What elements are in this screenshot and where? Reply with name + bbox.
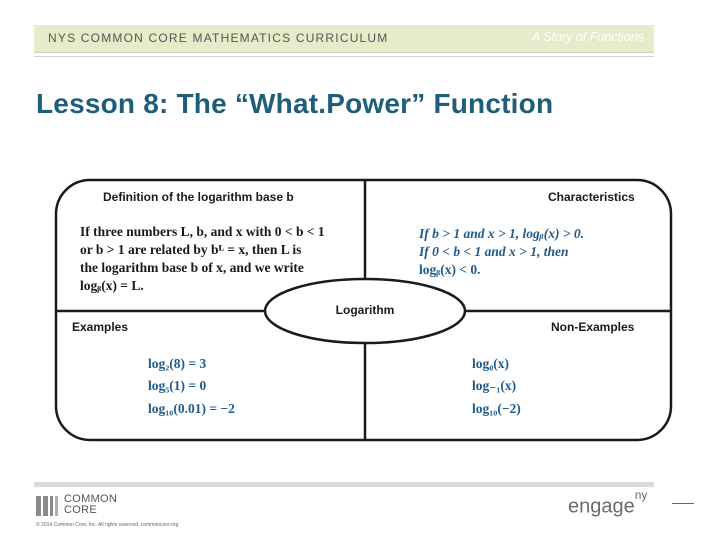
- non-examples-heading: Non-Examples: [551, 320, 635, 334]
- definition-line-2: or b > 1 are related by bᴸ = x, then L is: [80, 242, 302, 257]
- page-title: Lesson 8: The “What.Power” Function: [36, 88, 554, 119]
- copyright-text: © 2014 Common Core, Inc. All rights reserved. commoncore.org: [36, 522, 179, 528]
- common-core-logo: [36, 494, 136, 518]
- examples-heading: Examples: [72, 320, 129, 334]
- characteristics-line-1: If b > 1 and x > 1, logᵦ(x) > 0.: [419, 226, 585, 241]
- non-example-3: log₁₀(−2): [472, 401, 521, 416]
- center-label: Logarithm: [335, 303, 395, 317]
- logo-text: [64, 494, 117, 516]
- footer-rule: [672, 503, 694, 504]
- logo-text-line-1: COMMON: [64, 493, 118, 505]
- definition-heading: Definition of the logarithm base b: [103, 190, 294, 204]
- example-1: log₂(8) = 3: [148, 356, 207, 371]
- non-example-1: log₀(x): [472, 356, 510, 371]
- non-example-2: log₋₁(x): [472, 378, 517, 393]
- example-3: log₁₀(0.01) = −2: [148, 401, 235, 416]
- definition-line-3: the logarithm base b of x, and we write: [80, 260, 304, 275]
- logo-text-line-2: CORE: [64, 504, 97, 516]
- characteristics-heading: Characteristics: [548, 190, 635, 204]
- definition-line-4: logᵦ(x) = L.: [80, 278, 144, 293]
- characteristics-line-3: logᵦ(x) < 0.: [419, 262, 481, 277]
- curriculum-label: NYS COMMON CORE MATHEMATICS CURRICULUM: [48, 31, 389, 45]
- course-label: A Story of Functions: [531, 30, 644, 44]
- engageny-logo: [568, 488, 648, 519]
- example-2: log₅(1) = 0: [148, 378, 207, 393]
- common-core-logo-icon: [36, 496, 60, 516]
- characteristics-line-2: If 0 < b < 1 and x > 1, then: [419, 244, 569, 259]
- footer-bar: [34, 482, 654, 487]
- definition-line-1: If three numbers L, b, and x with 0 < b < 1: [80, 224, 325, 239]
- ny-superscript: ny: [634, 488, 648, 502]
- engage-word: engage: [568, 495, 635, 518]
